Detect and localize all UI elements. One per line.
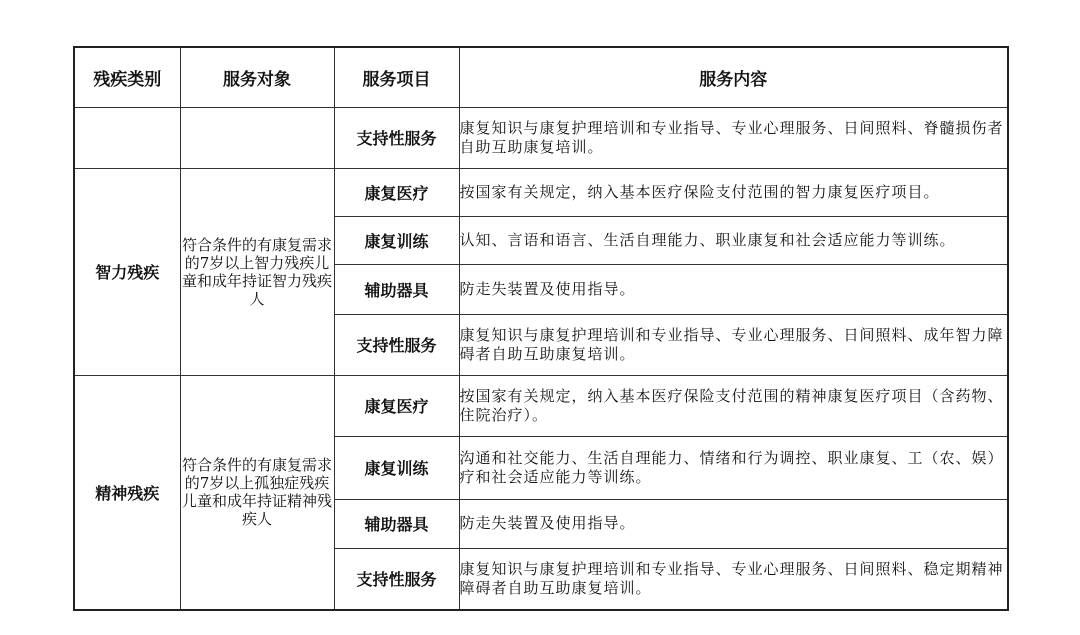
category-cell: 精神残疾: [74, 375, 180, 610]
header-target: 服务对象: [180, 47, 334, 107]
project-cell: 支持性服务: [334, 107, 459, 168]
category-cell: [74, 107, 180, 168]
content-cell: 康复知识与康复护理培训和专业指导、专业心理服务、日间照料、脊髓损伤者自助互助康复培训。: [459, 107, 1008, 168]
table-row: [74, 375, 1008, 436]
project-cell: 康复训练: [334, 436, 459, 499]
target-cell: 符合条件的有康复需求的7岁以上孤独症残疾儿童和成年持证精神残疾人: [180, 375, 334, 610]
project-cell: 辅助器具: [334, 499, 459, 548]
content-cell: 防走失装置及使用指导。: [459, 264, 1008, 314]
project-cell: 辅助器具: [334, 264, 459, 314]
category-cell: 智力残疾: [74, 168, 180, 375]
project-cell: 支持性服务: [334, 314, 459, 375]
project-cell: 支持性服务: [334, 548, 459, 610]
header-content: 服务内容: [459, 47, 1008, 107]
header-row: [74, 47, 1008, 107]
content-cell: 按国家有关规定，纳入基本医疗保险支付范围的智力康复医疗项目。: [459, 168, 1008, 216]
table-row: [74, 168, 1008, 216]
content-cell: 康复知识与康复护理培训和专业指导、专业心理服务、日间照料、成年智力障碍者自助互助康复培训。: [459, 314, 1008, 375]
service-table: [73, 46, 1009, 611]
content-cell: 防走失装置及使用指导。: [459, 499, 1008, 548]
content-cell: 认知、言语和语言、生活自理能力、职业康复和社会适应能力等训练。: [459, 216, 1008, 264]
target-cell: [180, 107, 334, 168]
content-cell: 沟通和社交能力、生活自理能力、情绪和行为调控、职业康复、工（农、娱）疗和社会适应能力等训练。: [459, 436, 1008, 499]
project-cell: 康复训练: [334, 216, 459, 264]
content-cell: 康复知识与康复护理培训和专业指导、专业心理服务、日间照料、稳定期精神障碍者自助互助康复培训。: [459, 548, 1008, 610]
header-category: 残疾类别: [74, 47, 180, 107]
header-project: 服务项目: [334, 47, 459, 107]
table-row: [74, 107, 1008, 168]
project-cell: 康复医疗: [334, 375, 459, 436]
target-cell: 符合条件的有康复需求的7岁以上智力残疾儿童和成年持证智力残疾人: [180, 168, 334, 375]
content-cell: 按国家有关规定，纳入基本医疗保险支付范围的精神康复医疗项目（含药物、住院治疗）。: [459, 375, 1008, 436]
project-cell: 康复医疗: [334, 168, 459, 216]
